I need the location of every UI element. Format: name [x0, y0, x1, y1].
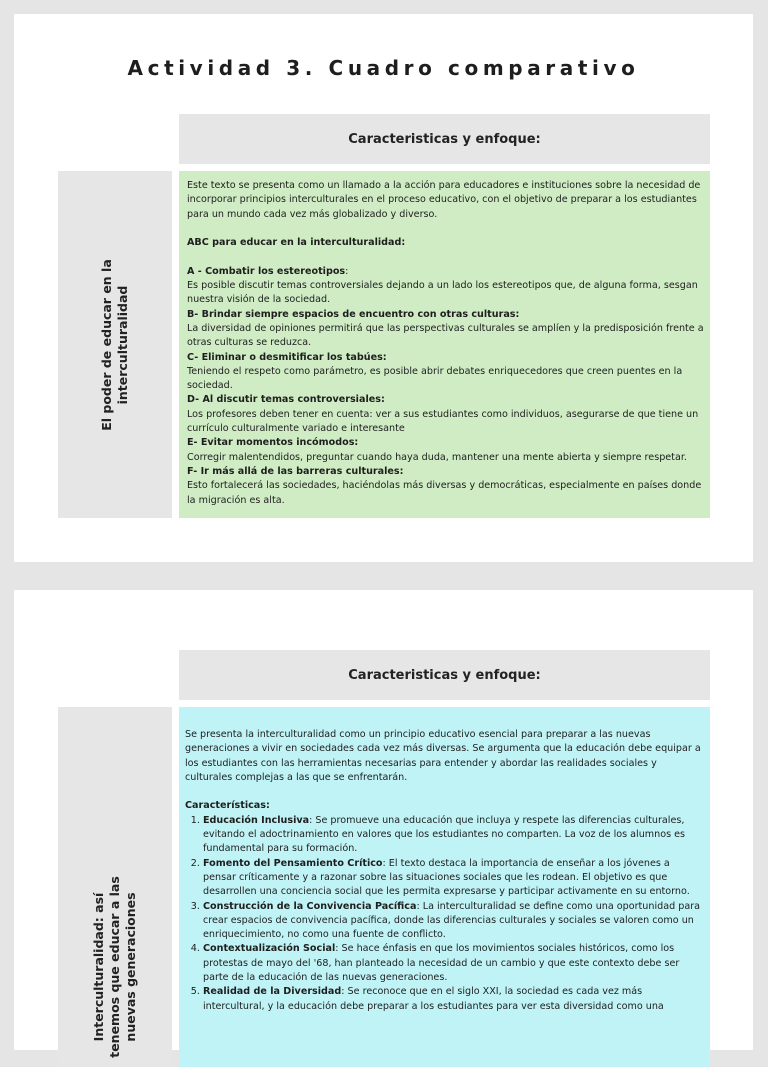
row-label-line: Interculturalidad: así [91, 892, 106, 1042]
list-item-text: : Se hace énfasis en que los movimientos sociales históricos, como los protestas de mayo del '68, han planteado la necesidad de un cambio y que este contexto debe ser parte de la educación de las nuevas generaciones. [203, 943, 680, 984]
list-item-text: : La interculturalidad se define como una oportunidad para crear espacios de convivencia pacífica, donde las diferencias culturales y sociales se valoren como un enriquecimiento, no como una fuente de conflicto. [203, 900, 701, 941]
list-item-text: : El texto destaca la importancia de enseñar a los jóvenes a pensar críticamente y a razonar sobre las situaciones sociales que les rodean. El objetivo es que desarrollen una conciencia social que les permita expresarse y participar activamente en su entorno. [203, 857, 690, 898]
abc-item [187, 351, 704, 394]
abc-item-title: E- Evitar momentos incómodos: [187, 437, 359, 449]
abc-item-text: Teniendo el respeto como parámetro, es posible abrir debates enriquecedores que creen puentes en la sociedad. [187, 365, 683, 392]
characteristics-list [185, 814, 702, 1014]
abc-item-text: La diversidad de opiniones permitirá que las perspectivas culturales se amplíen y la predisposición frente a otras culturas se reduzca. [187, 322, 704, 349]
row-label [99, 259, 131, 431]
abc-item [187, 436, 704, 465]
list-item [203, 857, 702, 900]
abc-item [187, 308, 704, 351]
list-item [203, 814, 702, 857]
slide-page-1 [14, 14, 753, 562]
abc-item [187, 393, 704, 436]
list-item [203, 900, 702, 943]
list-item-title: Realidad de la Diversidad [203, 986, 342, 998]
row-label-line: El poder de educar en la [99, 258, 114, 431]
list-item-title: Fomento del Pensamiento Crítico [203, 857, 383, 869]
abc-item-text: Esto fortalecerá las sociedades, haciéndolas más diversas y democráticas, especialmente en países donde la migración es alta. [187, 480, 702, 506]
column-header-label: Caracteristicas y enfoque: [348, 131, 541, 147]
row-label-cell [58, 171, 172, 518]
abc-item-title: C- Eliminar o desmitificar los tabúes: [187, 351, 387, 363]
intro-paragraph: Se presenta la interculturalidad como un principio educativo esencial para preparar a las nuevas generaciones a vivir en sociedades cada vez más diversas. Se argumenta que la educación debe equipar a los estudiantes con las herramientas necesarias para entender y abordar las realidades sociales y culturales complejas a las que se enfrentarán. [185, 729, 701, 783]
row-label-line: nuevas generaciones [123, 892, 138, 1042]
abc-item-title: D- Al discutir temas controversiales: [187, 394, 385, 406]
list-item [203, 942, 702, 985]
column-header [179, 650, 710, 700]
abc-heading: ABC para educar en la interculturalidad: [187, 237, 406, 249]
abc-item-sep: : [345, 265, 349, 277]
abc-item [187, 465, 704, 508]
list-item-title: Contextualización Social [203, 943, 336, 955]
abc-item-text: Es posible discutir temas controversiales dejando a un lado los estereotipos que, de alguna forma, sesgan nuestra visión de la sociedad. [187, 280, 698, 306]
list-item [203, 985, 702, 1014]
abc-item [187, 265, 704, 308]
characteristics-heading: Características: [185, 800, 270, 812]
column-header [179, 114, 710, 164]
list-item-text: : Se promueve una educación que incluya y respete las diferencias culturales, evitando el adoctrinamiento en valores que los estudiantes no comparten. La voz de los alumnos es fundamental para su formación. [203, 814, 686, 855]
page-title: Actividad 3. Cuadro comparativo [127, 56, 640, 80]
abc-item-title: A - Combatir los estereotipos [187, 265, 346, 277]
list-item-title: Construcción de la Convivencia Pacífica [203, 900, 417, 912]
abc-item-title: F- Ir más allá de las barreras culturales: [187, 465, 404, 477]
list-item-text: : Se reconoce que en el siglo XXI, la sociedad es cada vez más intercultural, y la educación debe preparar a los estudiantes para ver esta diversidad como una [203, 986, 664, 1012]
row-label-cell [58, 707, 172, 1067]
list-item-title: Educación Inclusiva [203, 814, 310, 826]
abc-item-text: Corregir malentendidos, preguntar cuando haya duda, mantener una mente abierta y siempre respetar. [187, 451, 687, 463]
column-header-label: Caracteristicas y enfoque: [348, 667, 541, 683]
slide-page-2 [14, 590, 753, 1058]
abc-item-title: B- Brindar siempre espacios de encuentro con otras culturas: [187, 308, 520, 320]
row-label [91, 876, 139, 1058]
intro-paragraph: Este texto se presenta como un llamado a la acción para educadores e instituciones sobre la necesidad de incorporar principios interculturales en el proceso educativo, con el objetivo de preparar a los estudiantes para un mundo cada vez más globalizado y diverso. [187, 180, 701, 220]
content-cell [179, 171, 710, 518]
abc-item-text: Los profesores deben tener en cuenta: ver a sus estudiantes como individuos, asegurarse de que tiene un currículo culturalmente variado e interesante [187, 408, 699, 435]
row-label-line: interculturalidad [115, 285, 130, 404]
content-cell [179, 707, 710, 1067]
row-label-line: tenemos que educar a las [107, 876, 122, 1058]
